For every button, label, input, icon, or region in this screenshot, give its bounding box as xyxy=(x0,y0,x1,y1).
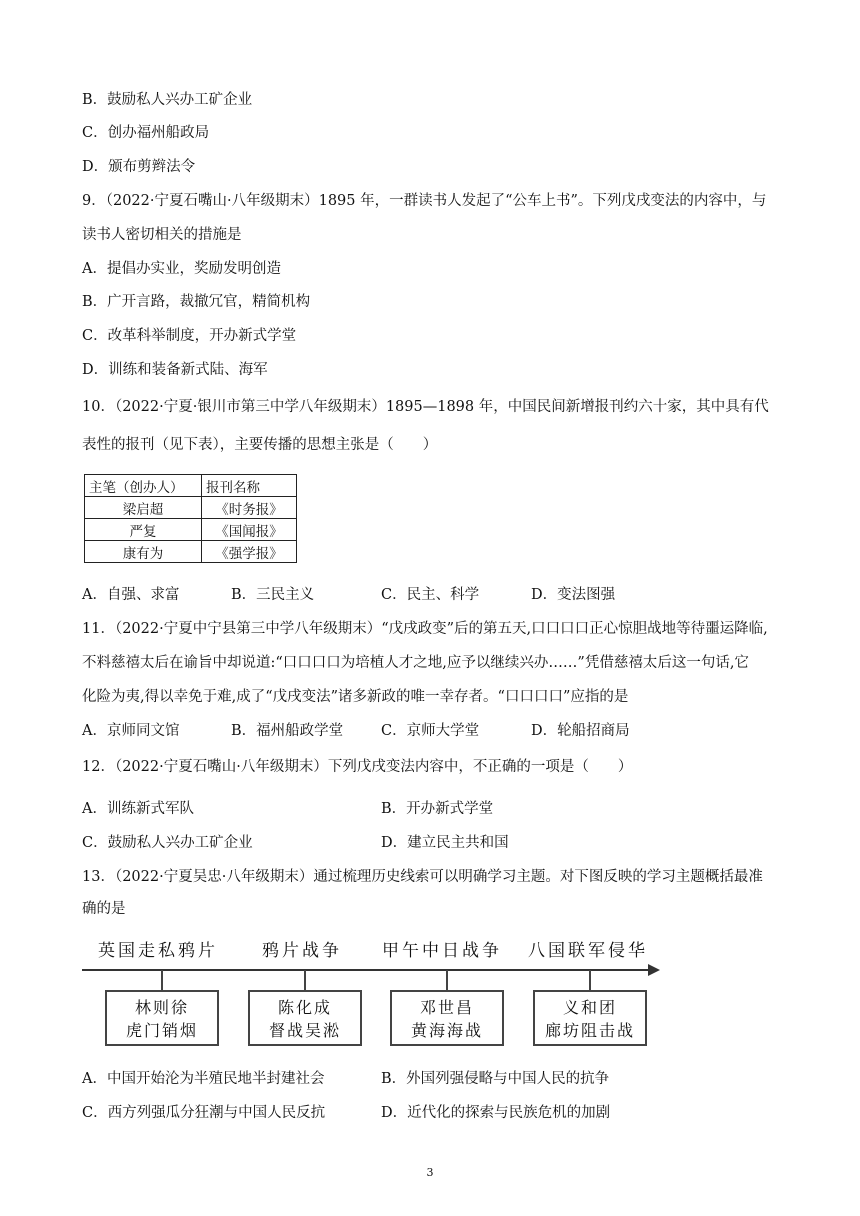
q10-option-c: C．民主、科学 xyxy=(381,587,480,603)
timeline-box-person: 陈化成 xyxy=(277,998,332,1017)
timeline-box xyxy=(390,990,504,1046)
timeline-box-person: 邓世昌 xyxy=(419,998,474,1017)
q10-stem-line2: 表性的报刊（见下表），主要传播的思想主张是（ ） xyxy=(82,437,438,453)
table-cell-newspaper: 《强学报》 xyxy=(202,541,297,563)
q9-option-b: B．广开言路，裁撤冗官，精简机构 xyxy=(82,294,311,310)
page-number: 3 xyxy=(426,1166,434,1179)
q9-option-a: A．提倡办实业，奖励发明创造 xyxy=(82,261,281,277)
q12-option-c: C．鼓励私人兴办工矿企业 xyxy=(82,835,253,851)
table-header-newspaper: 报刊名称 xyxy=(202,475,297,497)
timeline-box-person: 义和团 xyxy=(562,998,617,1017)
q9-stem-line2: 读书人密切相关的措施是 xyxy=(82,227,242,243)
q9-stem-line1: 9．（2022·宁夏石嘴山·八年级期末）1895 年，一群读书人发起了“公车上书”。下列戊戌变法的内容中，与 xyxy=(82,193,767,209)
timeline-box-event: 廊坊阻击战 xyxy=(544,1021,635,1040)
timeline-box-event: 黄海海战 xyxy=(410,1021,483,1040)
newspaper-table xyxy=(84,474,297,563)
table-cell-editor: 康有为 xyxy=(85,541,202,563)
q11-option-d: D．轮船招商局 xyxy=(531,723,630,739)
q12-option-a: A．训练新式军队 xyxy=(82,801,194,817)
timeline-event: 英国走私鸦片 xyxy=(98,941,218,961)
q13-option-d: D．近代化的探索与民族危机的加剧 xyxy=(381,1105,611,1121)
timeline-box-event: 虎门销烟 xyxy=(125,1021,198,1040)
q13-stem-line1: 13．（2022·宁夏吴忠·八年级期末）通过梳理历史线索可以明确学习主题。对下图反映的学习主题概括最准 xyxy=(82,869,763,885)
timeline-box xyxy=(105,990,219,1046)
table-cell-editor: 严复 xyxy=(85,519,202,541)
table-row xyxy=(85,541,297,563)
q13-option-c: C．西方列强瓜分狂潮与中国人民反抗 xyxy=(82,1105,326,1121)
q10-option-a: A．自强、求富 xyxy=(82,587,180,603)
timeline-event: 鸦片战争 xyxy=(262,941,342,961)
timeline-box-event: 督战吴淞 xyxy=(268,1021,341,1040)
q13-stem-line2: 确的是 xyxy=(82,901,126,917)
q12-option-d: D．建立民主共和国 xyxy=(381,835,509,851)
q10-option-d: D．变法图强 xyxy=(531,587,616,603)
table-header-editor: 主笔（创办人） xyxy=(85,475,202,497)
q10-stem-line1: 10．（2022·宁夏·银川市第三中学八年级期末）1895—1898 年，中国民间新增报刊约六十家，其中具有代 xyxy=(82,399,769,415)
q9-option-d: D．训练和装备新式陆、海军 xyxy=(82,362,268,378)
timeline-box xyxy=(248,990,362,1046)
table-cell-editor: 梁启超 xyxy=(85,497,202,519)
q8-option-c: C．创办福州船政局 xyxy=(82,125,210,141)
q8-option-d: D．颁布剪辫法令 xyxy=(82,159,196,175)
timeline-event: 甲午中日战争 xyxy=(382,941,502,961)
q10-option-b: B．三民主义 xyxy=(231,587,315,603)
q11-stem-line3: 化险为夷,得以幸免于难,成了“戊戌变法”诸多新政的唯一幸存者。“口口口口”应指的是 xyxy=(82,689,629,705)
q11-option-a: A．京师同文馆 xyxy=(82,723,180,739)
q8-option-b: B．鼓励私人兴办工矿企业 xyxy=(82,92,253,108)
timeline-box-person: 林则徐 xyxy=(134,998,189,1017)
q13-option-b: B．外国列强侵略与中国人民的抗争 xyxy=(381,1071,610,1087)
q11-option-b: B．福州船政学堂 xyxy=(231,723,344,739)
q11-stem-line1: 11．（2022·宁夏中宁县第三中学八年级期末）“戊戌政变”后的第五天,口口口口正心惊胆战地等待噩运降临, xyxy=(82,621,768,637)
table-row xyxy=(85,519,297,541)
q11-option-c: C．京师大学堂 xyxy=(381,723,480,739)
timeline-event: 八国联军侵华 xyxy=(528,941,648,961)
timeline-box xyxy=(533,990,647,1046)
q9-option-c: C．改革科举制度，开办新式学堂 xyxy=(82,328,297,344)
q13-option-a: A．中国开始沦为半殖民地半封建社会 xyxy=(82,1071,325,1087)
table-cell-newspaper: 《国闻报》 xyxy=(202,519,297,541)
table-cell-newspaper: 《时务报》 xyxy=(202,497,297,519)
q11-stem-line2: 不料慈禧太后在谕旨中却说道:“口口口口为培植人才之地,应予以继续兴办……”凭借慈禧太后这一句话,它 xyxy=(82,655,749,671)
table-header-row xyxy=(85,475,297,497)
q12-option-b: B．开办新式学堂 xyxy=(381,801,494,817)
q12-stem: 12．（2022·宁夏石嘴山·八年级期末）下列戊戌变法内容中，不正确的一项是（ ） xyxy=(82,759,633,775)
history-timeline-figure xyxy=(82,936,662,1056)
table-row xyxy=(85,497,297,519)
